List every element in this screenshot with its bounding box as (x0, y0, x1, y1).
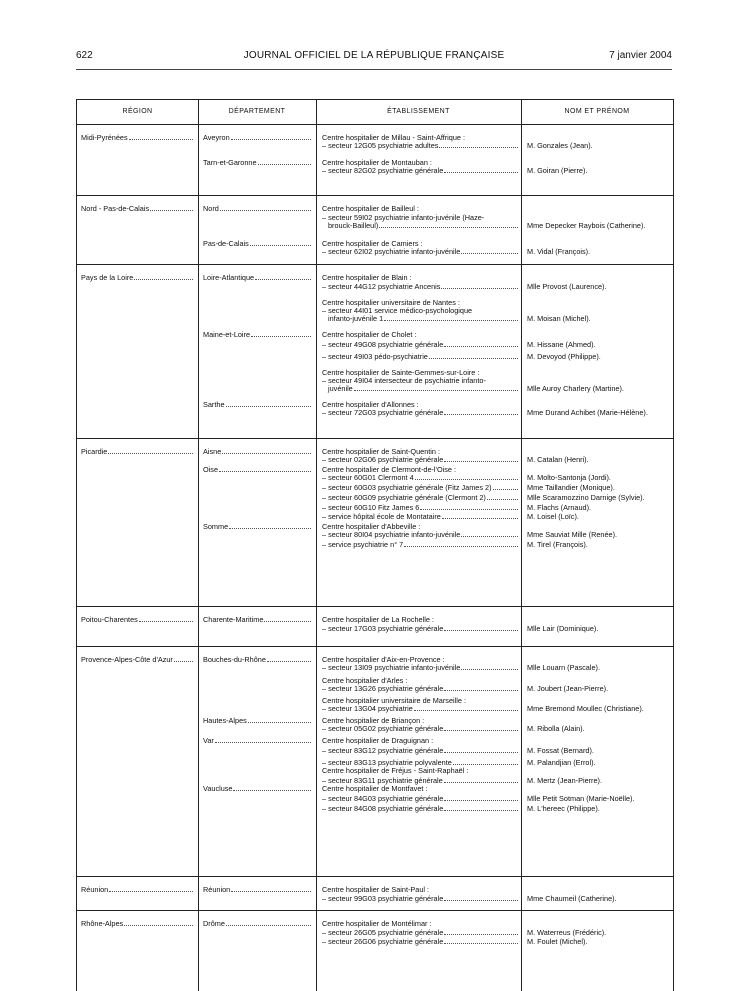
department-name-text: Nord (203, 204, 219, 213)
sector-entry (328, 221, 518, 230)
sector-entry-text: – secteur 60G09 psychiatrie générale (Clermont 2) (322, 493, 486, 502)
region-name (81, 204, 193, 213)
appointee-name-text: Mlle Auroy Charlery (Martine). (527, 384, 624, 393)
sector-entry-text: – secteur 62I02 psychiatrie infanto-juvénile (322, 247, 461, 256)
department-name (203, 465, 311, 474)
dot-leader (248, 722, 311, 723)
sector-entry (322, 483, 518, 492)
establishment-name-text: Centre hospitalier de Montfavet : (322, 784, 428, 793)
sector-entry-text: – secteur 83G13 psychiatrie polyvalente (322, 758, 452, 767)
sector-entry (328, 314, 518, 323)
appointee-name (527, 141, 593, 150)
dot-leader (414, 710, 518, 711)
region-name-text: Provence-Alpes-Côte d'Azur (81, 655, 173, 664)
appointee-name-text: M. Fossat (Bernard). (527, 746, 594, 755)
sector-entry-text: juvénile (328, 384, 353, 393)
appointee-name (527, 758, 596, 767)
appointments-table (76, 99, 674, 991)
establishment-name-text: Centre hospitalier universitaire de Nantes : (322, 298, 460, 307)
region-group (77, 264, 673, 439)
department-name (203, 204, 311, 213)
establishment-name-text: Centre hospitalier de Draguignan : (322, 736, 434, 745)
dot-leader (444, 810, 518, 811)
dot-leader (220, 210, 311, 211)
appointee-name (527, 503, 591, 512)
appointee-name (527, 746, 594, 755)
sector-entry (322, 352, 518, 361)
appointee-name-text: M. Ribolla (Alain). (527, 724, 585, 733)
appointee-name-text: Mlle Provost (Laurence). (527, 282, 607, 291)
dot-leader (442, 518, 518, 519)
dot-leader (233, 790, 311, 791)
dot-leader (444, 414, 518, 415)
sector-entry-text: – secteur 59I02 psychiatrie infanto-juvénile (Haze- (322, 213, 485, 222)
establishment-name (322, 615, 434, 624)
sector-entry (328, 384, 518, 393)
region-name (81, 447, 193, 456)
dot-leader (439, 147, 518, 148)
dot-leader (124, 925, 193, 926)
establishment-name-text: Centre hospitalier de Camiers : (322, 239, 423, 248)
establishment-name-text: Centre hospitalier d'Arles : (322, 676, 408, 685)
appointee-name (527, 247, 590, 256)
dot-leader (444, 730, 518, 731)
department-name-text: Vaucluse (203, 784, 233, 793)
dot-leader (415, 479, 518, 480)
sector-entry-text: – secteur 83G11 psychiatrie générale (322, 776, 443, 785)
sector-entry-text: – secteur 49I03 pédo-psychiatrie (322, 352, 428, 361)
dot-leader (444, 900, 518, 901)
sector-entry-text: – secteur 02G06 psychiatrie générale (322, 455, 444, 464)
appointee-name (527, 493, 645, 502)
department-name-text: Pas-de-Calais (203, 239, 249, 248)
dot-leader (255, 279, 311, 280)
department-name-text: Aveyron (203, 133, 230, 142)
appointee-name-text: M. Vidal (François). (527, 247, 591, 256)
appointee-name (527, 684, 608, 693)
dot-leader (129, 139, 193, 140)
region-group (77, 606, 673, 647)
sector-entry-text: – secteur 13G04 psychiatrie (322, 704, 413, 713)
sector-entry (322, 794, 518, 803)
sector-entry (322, 540, 518, 549)
appointee-name-text: M. Devoyod (Philippe). (527, 352, 601, 361)
appointee-name-text: Mme Durand Achibet (Marie-Hélène). (527, 408, 648, 417)
sector-entry (322, 166, 518, 175)
appointee-name (527, 166, 587, 175)
department-name-text: Sarthe (203, 400, 225, 409)
appointee-name-text: Mlle Lair (Dominique). (527, 624, 599, 633)
sector-entry-text: – secteur 49I04 intersecteur de psychiatrie infanto- (322, 376, 486, 385)
appointee-name (527, 282, 607, 291)
department-name (203, 655, 311, 664)
department-name (203, 447, 311, 456)
appointee-name-text: M. L'hereec (Philippe). (527, 804, 600, 813)
region-group (77, 195, 673, 265)
column-header-region: RÉGION (122, 108, 153, 115)
department-name-text: Loire-Atlantique (203, 273, 255, 282)
dot-leader (444, 943, 518, 944)
establishment-name (322, 204, 419, 213)
sector-entry-text: – secteur 60G03 psychiatrie générale (Fitz James 2) (322, 483, 492, 492)
department-name (203, 133, 311, 142)
region-group (77, 438, 673, 607)
sector-entry-text: brouck-Bailleul) (328, 221, 379, 230)
dot-leader (251, 336, 311, 337)
establishment-name-text: Centre hospitalier de Saint-Quentin : (322, 447, 441, 456)
dot-leader (453, 764, 518, 765)
appointee-name-text: M. Molto-Santonja (Jordi). (527, 473, 611, 482)
sector-entry (322, 663, 518, 672)
dot-leader (444, 461, 518, 462)
appointee-name-text: Mme Sauviat Mille (Renée). (527, 530, 618, 539)
sector-entry-text: – secteur 05G02 psychiatrie générale (322, 724, 444, 733)
department-name (203, 239, 311, 248)
establishment-name-text: Centre hospitalier de Bailleul : (322, 204, 419, 213)
establishment-name-text: Centre hospitalier de La Rochelle : (322, 615, 434, 624)
dot-leader (229, 528, 311, 529)
establishment-name-text: Centre hospitalier de Cholet : (322, 330, 417, 339)
appointee-name-text: M. Hissane (Ahmed). (527, 340, 596, 349)
department-name-text: Tarn-et-Garonne (203, 158, 257, 167)
dot-leader (404, 546, 518, 547)
appointee-name-text: Mlle Louarn (Pascale). (527, 663, 601, 672)
region-name (81, 273, 193, 282)
establishment-name (322, 736, 433, 745)
establishment-name-text: Centre hospitalier universitaire de Marseille : (322, 696, 466, 705)
establishment-name-text: Centre hospitalier d'Allonnes : (322, 400, 419, 409)
appointee-name (527, 704, 644, 713)
establishment-name-text: Centre hospitalier de Blain : (322, 273, 412, 282)
appointee-name (527, 408, 648, 417)
sector-entry (322, 937, 518, 946)
sector-entry-text: infanto-juvénile 1 (328, 314, 384, 323)
appointee-name (527, 530, 617, 539)
dot-leader (139, 621, 193, 622)
appointee-name (527, 928, 606, 937)
sector-entry-text: – service hôpital école de Montataire (322, 512, 441, 521)
dot-leader (215, 742, 311, 743)
sector-entry (322, 141, 518, 150)
sector-entry-text: – secteur 72G03 psychiatrie générale (322, 408, 444, 417)
sector-entry (322, 512, 518, 521)
appointee-name (527, 663, 600, 672)
header-rule (76, 69, 672, 70)
department-name (203, 400, 311, 409)
department-name (203, 736, 311, 745)
department-name-text: Drôme (203, 919, 225, 928)
establishment-name-text: Centre hospitalier de Montélimar : (322, 919, 432, 928)
dot-leader (264, 621, 311, 622)
appointee-name (527, 804, 600, 813)
region-name (81, 919, 193, 928)
appointee-name-text: M. Catalan (Henri). (527, 455, 589, 464)
region-name-text: Poitou-Charentes (81, 615, 138, 624)
department-name-text: Charente-Maritime (203, 615, 264, 624)
department-name-text: Bouches-du-Rhône (203, 655, 266, 664)
sector-entry-text: – secteur 44I01 service médico-psychologique (322, 306, 473, 315)
region-group (77, 876, 673, 911)
column-header-department: DÉPARTEMENT (228, 108, 286, 115)
establishment-name (322, 885, 429, 894)
establishment-name (322, 919, 432, 928)
sector-entry-text: – secteur 84G08 psychiatrie générale (322, 804, 444, 813)
appointee-name-text: M. Goiran (Pierre). (527, 166, 588, 175)
appointee-name-text: M. Mertz (Jean-Pierre). (527, 776, 603, 785)
sector-entry (322, 455, 518, 464)
department-name (203, 885, 311, 894)
dot-leader (444, 690, 518, 691)
appointee-name (527, 937, 587, 946)
establishment-name-text: Centre hospitalier de Clermont-de-l'Oise : (322, 465, 457, 474)
dot-leader (461, 253, 518, 254)
region-name-text: Réunion (81, 885, 109, 894)
region-name (81, 885, 193, 894)
establishment-name-text: Centre hospitalier d'Aix-en-Provence : (322, 655, 445, 664)
department-name-text: Réunion (203, 885, 231, 894)
department-name-text: Oise (203, 465, 219, 474)
dot-leader (108, 453, 193, 454)
sector-entry (322, 724, 518, 733)
appointee-name (527, 794, 634, 803)
sector-entry (322, 473, 518, 482)
appointee-name-text: Mlle Petit Sotman (Marie-Noëlle). (527, 794, 635, 803)
appointee-name (527, 540, 588, 549)
sector-entry-text: – service psychiatrie n° 7 (322, 540, 404, 549)
establishment-name (322, 330, 417, 339)
appointee-name (527, 221, 645, 230)
department-name-text: Somme (203, 522, 229, 531)
department-name (203, 784, 311, 793)
dot-leader (441, 288, 518, 289)
column-header-name: NOM ET PRÉNOM (564, 108, 630, 115)
dot-leader (226, 925, 311, 926)
region-group (77, 124, 673, 196)
sector-entry-text: – secteur 26G06 psychiatrie générale (322, 937, 444, 946)
region-name-text: Midi-Pyrénées (81, 133, 128, 142)
sector-entry-text: – secteur 84G03 psychiatrie générale (322, 794, 444, 803)
dot-leader (384, 320, 518, 321)
appointee-name-text: M. Loisel (Loïc). (527, 512, 579, 521)
dot-leader (109, 891, 193, 892)
sector-entry-text: – secteur 99G03 psychiatrie générale (322, 894, 444, 903)
dot-leader (461, 536, 518, 537)
appointee-name-text: M. Palandjian (Errol). (527, 758, 596, 767)
issue-date: 7 janvier 2004 (609, 50, 672, 61)
sector-entry-text: – secteur 13I09 psychiatrie infanto-juvénile (322, 663, 461, 672)
department-name (203, 919, 311, 928)
department-name-text: Var (203, 736, 214, 745)
dot-leader (250, 245, 311, 246)
appointee-name-text: M. Tirel (François). (527, 540, 588, 549)
page-number: 622 (76, 50, 93, 61)
dot-leader (461, 669, 518, 670)
sector-entry (322, 746, 518, 755)
dot-leader (174, 661, 193, 662)
sector-entry (322, 894, 518, 903)
sector-entry-text: – secteur 26G05 psychiatrie générale (322, 928, 444, 937)
appointee-name-text: M. Foulet (Michel). (527, 937, 588, 946)
table-header-row (77, 100, 673, 125)
sector-entry (322, 684, 518, 693)
appointee-name (527, 384, 624, 393)
appointee-name (527, 894, 617, 903)
department-name (203, 522, 311, 531)
dot-leader (444, 934, 518, 935)
dot-leader (150, 210, 193, 211)
dot-leader (444, 782, 518, 783)
sector-entry (322, 503, 518, 512)
dot-leader (444, 752, 518, 753)
dot-leader (219, 471, 311, 472)
dot-leader (231, 891, 311, 892)
dot-leader (493, 489, 518, 490)
establishment-name-text: Centre hospitalier de Saint-Paul : (322, 885, 430, 894)
appointee-name-text: Mme Bremond Moullec (Christiane). (527, 704, 644, 713)
region-name-text: Pays de la Loire (81, 273, 134, 282)
dot-leader (226, 406, 312, 407)
appointee-name-text: Mme Taillandier (Monique). (527, 483, 615, 492)
dot-leader (487, 499, 518, 500)
department-name (203, 330, 311, 339)
appointee-name (527, 624, 598, 633)
region-name-text: Picardie (81, 447, 108, 456)
appointee-name-text: M. Moisan (Michel). (527, 314, 591, 323)
appointee-name-text: Mme Depecker Raybois (Catherine). (527, 221, 646, 230)
sector-entry-text: – secteur 60G01 Clermont 4 (322, 473, 414, 482)
appointee-name (527, 512, 579, 521)
sector-entry (322, 340, 518, 349)
appointee-name-text: M. Gonzales (Jean). (527, 141, 593, 150)
region-group (77, 910, 673, 991)
establishment-name-text: Centre hospitalier d'Abbeville : (322, 522, 421, 531)
dot-leader (258, 164, 311, 165)
appointee-name (527, 340, 596, 349)
appointee-name-text: Mlle Scaramozzino Darnige (Sylvie). (527, 493, 645, 502)
dot-leader (444, 800, 518, 801)
dot-leader (420, 509, 518, 510)
appointee-name-text: M. Waterreus (Frédéric). (527, 928, 607, 937)
department-name (203, 615, 311, 624)
appointee-name (527, 473, 611, 482)
appointee-name (527, 314, 591, 323)
region-name (81, 133, 193, 142)
sector-entry-text: – secteur 80I04 psychiatrie infanto-juvénile (322, 530, 461, 539)
dot-leader (429, 358, 518, 359)
region-group (77, 646, 673, 877)
sector-entry-text: – secteur 17G03 psychiatrie générale (322, 624, 444, 633)
establishment-name-text: Centre hospitalier de Millau - Saint-Affrique : (322, 133, 466, 142)
sector-entry-text: – secteur 82G02 psychiatrie générale (322, 166, 444, 175)
establishment-name (322, 784, 427, 793)
sector-entry (322, 530, 518, 539)
establishment-name-text: Centre hospitalier de Sainte-Gemmes-sur-Loire : (322, 368, 480, 377)
dot-leader (231, 139, 311, 140)
column-header-establishment: ÉTABLISSEMENT (387, 108, 450, 115)
dot-leader (444, 630, 518, 631)
sector-entry (322, 408, 518, 417)
department-name (203, 158, 311, 167)
establishment-name-text: Centre hospitalier de Fréjus - Saint-Raphaël : (322, 766, 469, 775)
sector-entry (322, 928, 518, 937)
sector-entry-text: – secteur 49G08 psychiatrie générale (322, 340, 444, 349)
sector-entry-text: – secteur 60G10 Fitz James 6 (322, 503, 420, 512)
sector-entry (322, 282, 518, 291)
sector-entry (322, 624, 518, 633)
sector-entry (322, 704, 518, 713)
appointee-name (527, 455, 589, 464)
appointee-name-text: Mme Chaumeil (Catherine). (527, 894, 617, 903)
appointee-name-text: M. Joubert (Jean-Pierre). (527, 684, 609, 693)
establishment-name-text: Centre hospitalier de Montauban : (322, 158, 432, 167)
region-name (81, 655, 193, 664)
sector-entry (322, 493, 518, 502)
establishment-name (322, 766, 468, 775)
department-name-text: Hautes-Alpes (203, 716, 247, 725)
dot-leader (379, 227, 518, 228)
appointee-name (527, 352, 601, 361)
region-name (81, 615, 193, 624)
page-header (0, 50, 748, 64)
establishment-name (322, 273, 412, 282)
appointee-name-text: M. Flachs (Arnaud). (527, 503, 592, 512)
department-name-text: Maine-et-Loire (203, 330, 251, 339)
sector-entry-text: – secteur 12G05 psychiatrie adultes (322, 141, 439, 150)
dot-leader (134, 279, 193, 280)
department-name (203, 716, 311, 725)
appointee-name (527, 724, 585, 733)
department-name (203, 273, 311, 282)
sector-entry-text: – secteur 13G26 psychiatrie générale (322, 684, 444, 693)
sector-entry-text: – secteur 83G12 psychiatrie générale (322, 746, 444, 755)
sector-entry (322, 247, 518, 256)
department-name-text: Aisne (203, 447, 222, 456)
appointee-name (527, 776, 602, 785)
sector-entry-text: – secteur 44G12 psychiatrie Ancenis (322, 282, 441, 291)
dot-leader (354, 390, 518, 391)
dot-leader (222, 453, 311, 454)
dot-leader (444, 346, 518, 347)
sector-entry (322, 804, 518, 813)
dot-leader (444, 172, 518, 173)
appointee-name (527, 483, 615, 492)
dot-leader (267, 661, 311, 662)
establishment-name-text: Centre hospitalier de Briançon : (322, 716, 425, 725)
region-name-text: Nord - Pas-de-Calais (81, 204, 150, 213)
journal-title: JOURNAL OFFICIEL DE LA RÉPUBLIQUE FRANÇAISE (243, 50, 505, 61)
region-name-text: Rhône-Alpes (81, 919, 124, 928)
